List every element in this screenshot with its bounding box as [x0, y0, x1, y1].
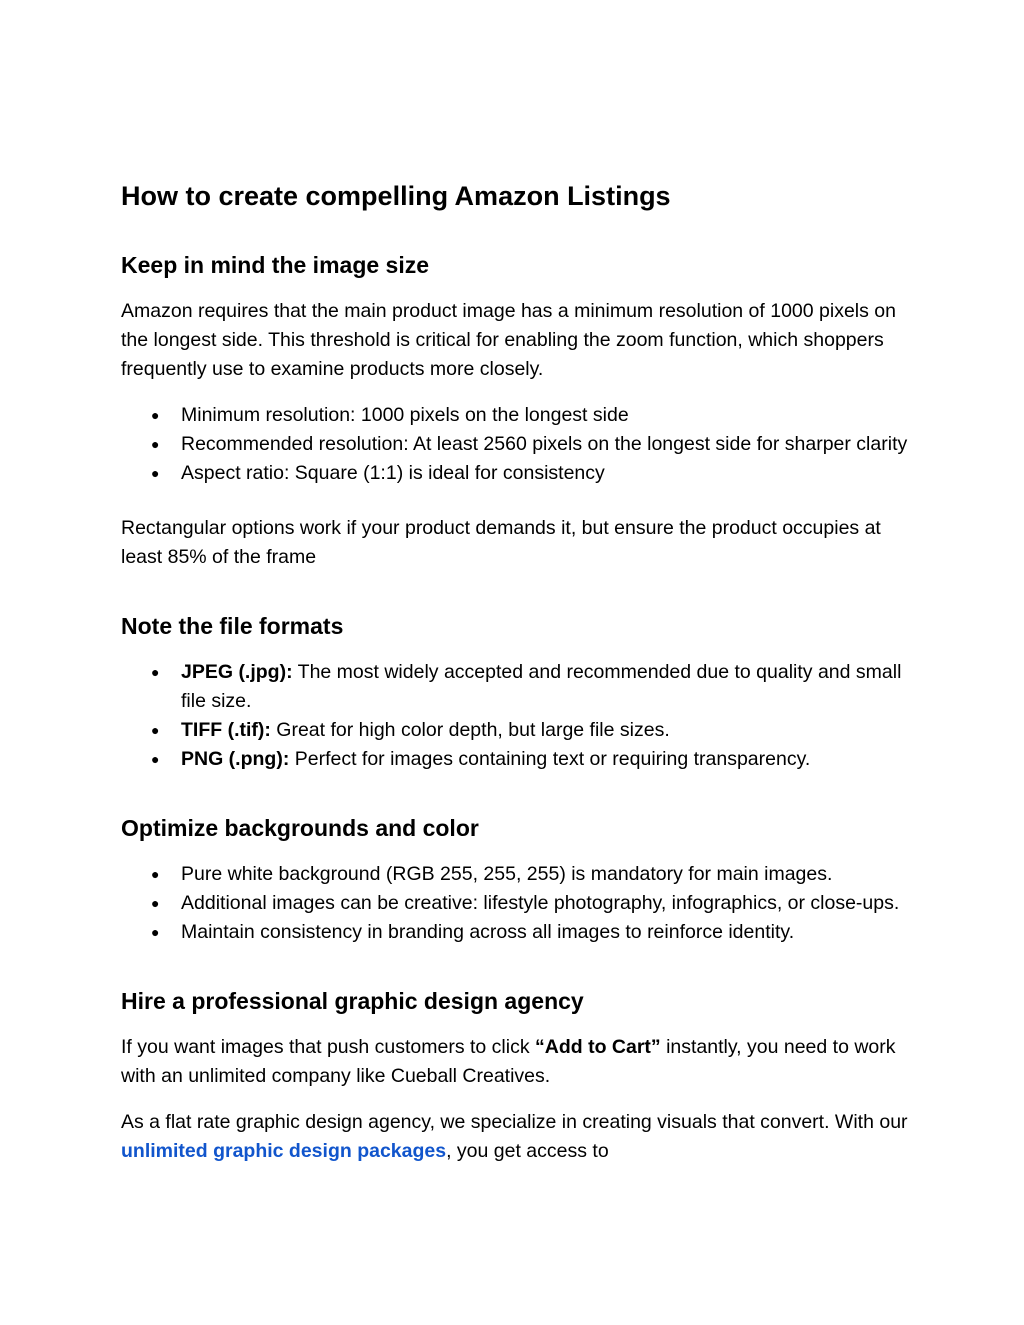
- bullet-list: [121, 401, 911, 488]
- section-heading-image-size: Keep in mind the image size: [121, 252, 430, 278]
- list-item: ● Additional images can be creative: lifestyle photography, infographics, or close-ups.: [181, 889, 911, 918]
- document-page: [121, 178, 911, 1183]
- format-description: Great for high color depth, but large file sizes.: [270, 719, 670, 741]
- format-label: PNG (.png):: [181, 748, 290, 770]
- add-to-cart-emphasis: “Add to Cart”: [535, 1036, 661, 1058]
- section-heading-hire-agency: Hire a professional graphic design agency: [121, 988, 584, 1014]
- section-heading-backgrounds: Optimize backgrounds and color: [121, 815, 479, 841]
- list-item: ● Maintain consistency in branding across all images to reinforce identity.: [181, 918, 911, 947]
- list-item: ● Recommended resolution: At least 2560 pixels on the longest side for sharper clarity: [181, 430, 911, 459]
- paragraph: Rectangular options work if your product demands it, but ensure the product occupies at least 85% of the frame: [121, 517, 881, 568]
- text: As a flat rate graphic design agency, we specialize in creating visuals that convert. With our: [121, 1111, 908, 1133]
- list-item: ● Minimum resolution: 1000 pixels on the longest side: [181, 401, 911, 430]
- paragraph: Amazon requires that the main product image has a minimum resolution of 1000 pixels on the longest side. This threshold is critical for enabling the zoom function, which shoppers frequently use to examine products more closely.: [121, 300, 896, 380]
- list-item: ● Aspect ratio: Square (1:1) is ideal for consistency: [181, 459, 911, 488]
- paragraph: [121, 1108, 911, 1166]
- format-label: JPEG (.jpg):: [181, 661, 293, 683]
- paragraph: [121, 1033, 911, 1091]
- text: instantly, you need to work with an unlimited company like Cueball Creatives.: [121, 1036, 896, 1087]
- text: , you get access to: [446, 1140, 609, 1162]
- format-description: The most widely accepted and recommended due to quality and small file size.: [181, 661, 902, 712]
- section-heading-file-formats: Note the file formats: [121, 613, 344, 639]
- bullet-list: [121, 860, 911, 947]
- format-description: Perfect for images containing text or requiring transparency.: [289, 748, 811, 770]
- bullet-list: [121, 658, 911, 774]
- list-item: [181, 658, 911, 716]
- list-item: ● Pure white background (RGB 255, 255, 255) is mandatory for main images.: [181, 860, 911, 889]
- unlimited-packages-link[interactable]: unlimited graphic design packages: [121, 1140, 447, 1162]
- page-title: How to create compelling Amazon Listings: [121, 181, 671, 211]
- text: If you want images that push customers to click: [121, 1036, 536, 1058]
- format-label: TIFF (.tif):: [181, 719, 271, 741]
- list-item: [181, 716, 911, 745]
- list-item: [181, 745, 911, 774]
